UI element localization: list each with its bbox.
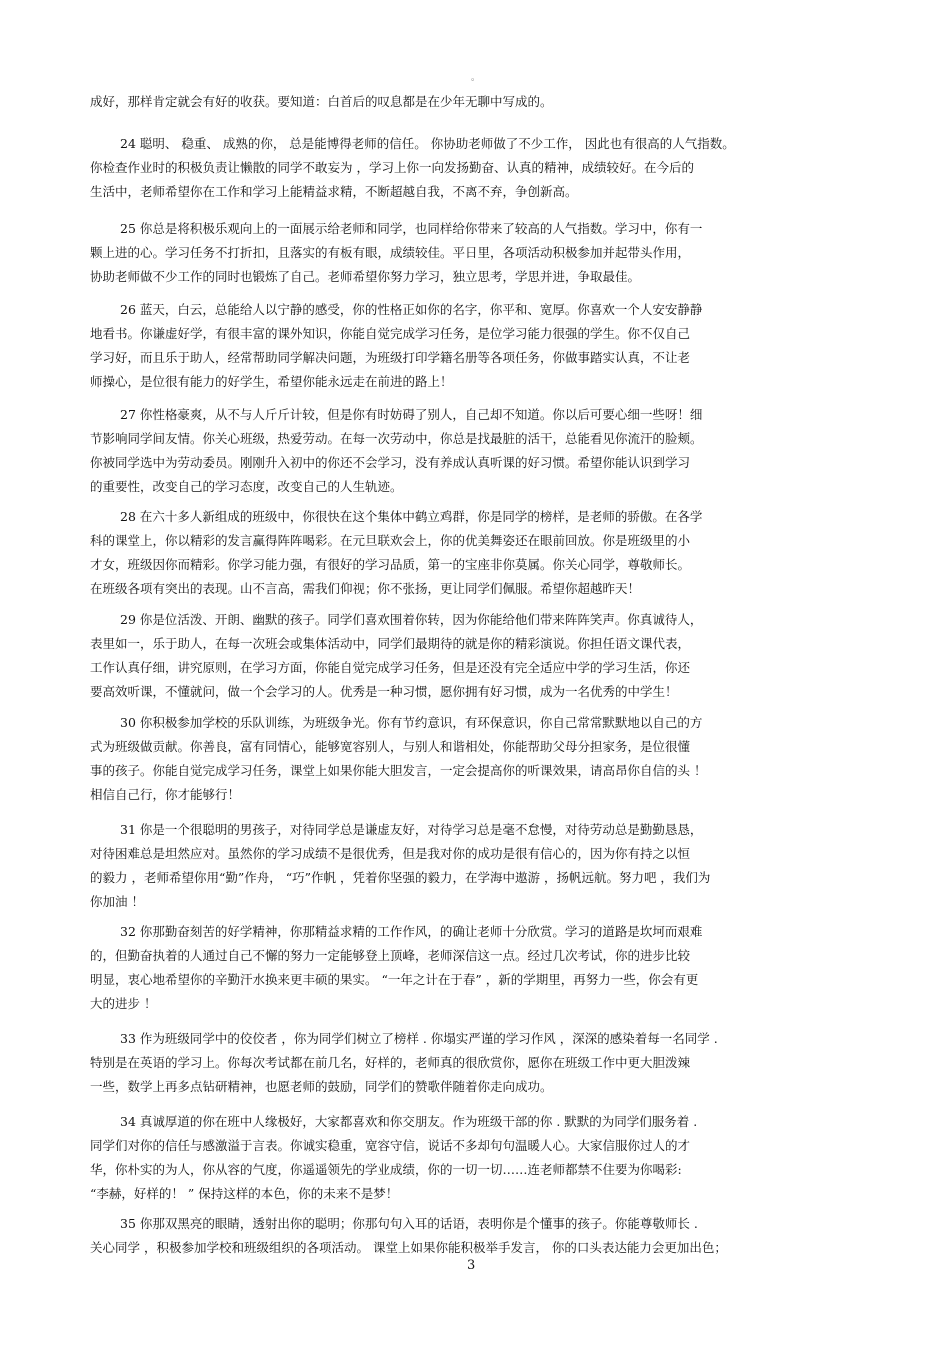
comment-paragraph-29	[90, 608, 890, 704]
text-line: 28 在六十多人新组成的班级中，你很快在这个集体中鹤立鸡群，你是同学的榜样，是老师的骄傲。在各学	[120, 509, 703, 524]
text-line: 要高效听课，不懂就问，做一个会学习的人。优秀是一种习惯，愿你拥有好习惯，成为一名优秀的中学生！	[90, 684, 678, 699]
comment-paragraph-24	[90, 132, 890, 204]
text-line: 科的课堂上，你以精彩的发言赢得阵阵喝彩。在元旦联欢会上，你的优美舞姿还在眼前回放。你是班级里的小	[90, 533, 691, 548]
text-line: 一些，数学上再多点钻研精神，也愿老师的鼓励，同学们的赞歌伴随着你走向成功。	[90, 1079, 553, 1094]
text-line: 成好，那样肯定就会有好的收获。要知道：白首后的叹息都是在少年无聊中写成的。	[90, 94, 553, 109]
text-line: 26 蓝天，白云，总能给人以宁静的感受，你的性格正如你的名字，你平和、宽厚。你喜欢一个人安安静静	[120, 302, 703, 317]
text-line: 29 你是位活泼、开朗、幽默的孩子。同学们喜欢围着你转，因为你能给他们带来阵阵笑声。你真诚待人，	[120, 612, 703, 627]
comment-paragraph-32	[90, 920, 890, 1016]
text-line: 表里如一，乐于助人，在每一次班会或集体活动中，同学们最期待的就是你的精彩演说。你担任语文课代表，	[90, 636, 691, 651]
text-line: 关心同学 ，积极参加学校和班级组织的各项活动。 课堂上如果你能积极举手发言， 你的口头表达能力会更加出色；	[90, 1240, 727, 1255]
text-line: 34 真诚厚道的你在班中人缘极好，大家都喜欢和你交朋友。作为班级干部的你 . 默默的为同学们服务着 .	[120, 1114, 698, 1129]
comment-paragraph-30	[90, 711, 890, 807]
text-line: 事的孩子。你能自觉完成学习任务，课堂上如果你能大胆发言，一定会提高你的听课效果，请高昂你自信的头 ！	[90, 763, 707, 778]
text-line: 工作认真仔细，讲究原则，在学习方面，你能自觉完成学习任务，但是还没有完全适应中学的学习生活，你还	[90, 660, 691, 675]
text-line: 大的进步 ！	[90, 996, 157, 1011]
text-line: 明显，衷心地希望你的辛勤汗水换来更丰硕的果实。 “一年之计在于春” ，新的学期里，再努力一些，你会有更	[90, 972, 699, 987]
comment-paragraph-26	[90, 298, 890, 394]
comment-paragraph-28	[90, 505, 890, 601]
text-line: 对待困难总是坦然应对。虽然你的学习成绩不是很优秀，但是我对你的成功是很有信心的，因为你有持之以恒	[90, 846, 691, 861]
text-line: 式为班级做贡献。你善良，富有同情心，能够宽容别人，与别人和谐相处，你能帮助父母分担家务，是位很懂	[90, 739, 691, 754]
comment-paragraph-34	[90, 1110, 890, 1206]
text-line: 协助老师做不少工作的同时也锻炼了自己。老师希望你努力学习，独立思考，学思并进，争取最佳。	[90, 269, 641, 284]
text-line: 27 你性格豪爽，从不与人斤斤计较，但是你有时妨碍了别人，自己却不知道。你以后可要心细一些呀！细	[120, 407, 703, 422]
text-line: 在班级各项有突出的表现。山不言高，需我们仰视；你不张扬，更让同学们佩服。希望你超越昨天！	[90, 581, 641, 596]
text-line: 华，你朴实的为人，你从容的气度，你遥遥领先的学业成绩，你的一切一切……连老师都禁不住要为你喝彩:	[90, 1162, 682, 1177]
comment-paragraph-31	[90, 818, 890, 914]
comment-paragraph-35	[90, 1212, 890, 1260]
text-line: 32 你那勤奋刻苦的好学精神，你那精益求精的工作作风，的确让老师十分欣赏。学习的道路是坎坷而艰难	[120, 924, 703, 939]
text-line: 相信自己行，你才能够行！	[90, 787, 241, 802]
text-line: 师操心，是位很有能力的好学生，希望你能永远走在前进的路上！	[90, 374, 453, 389]
text-line: 33 作为班级同学中的佼佼者 ，你为同学们树立了榜样 . 你塌实严谨的学习作风 ，深深的感染着每一名同学 .	[120, 1031, 718, 1046]
comment-paragraph-27	[90, 403, 890, 499]
comment-paragraph-25	[90, 217, 890, 289]
text-line: “李赫，好样的！ ” 保持这样的本色，你的未来不是梦！	[90, 1186, 399, 1201]
text-line: 学习好，而且乐于助人，经常帮助同学解决问题，为班级打印学籍名册等各项任务，你做事踏实认真，不让老	[90, 350, 691, 365]
text-line: 才女，班级因你而精彩。你学习能力强，有很好的学习品质，第一的宝座非你莫属。你关心同学，尊敬师长。	[90, 557, 691, 572]
text-line: 你检查作业时的积极负责让懒散的同学不敢妄为 ，学习上你一向发扬勤奋、认真的精神，成绩较好。在今后的	[90, 160, 694, 175]
text-line: 31 你是一个很聪明的男孩子，对待同学总是谦虚友好，对待学习总是毫不怠慢，对待劳动总是勤勤恳恳，	[120, 822, 703, 837]
text-line: 同学们对你的信任与感激溢于言表。你诚实稳重，宽容守信，说话不多却句句温暖人心。大家信服你过人的才	[90, 1138, 691, 1153]
text-line: 颗上进的心。学习任务不打折扣，且落实的有板有眼，成绩较佳。平日里，各项活动积极参加并起带头作用，	[90, 245, 691, 260]
text-line: 你被同学选中为劳动委员。刚刚升入初中的你还不会学习，没有养成认真听课的好习惯。希望你能认识到学习	[90, 455, 691, 470]
text-line: 你加油 ！	[90, 894, 144, 909]
text-line: 25 你总是将积极乐观向上的一面展示给老师和同学，也同样给你带来了较高的人气指数。学习中，你有一	[120, 221, 703, 236]
comment-paragraph-intro	[90, 90, 890, 114]
text-line: 的，但勤奋执着的人通过自己不懈的努力一定能够登上顶峰，老师深信这一点。经过几次考试，你的进步比较	[90, 948, 691, 963]
comment-paragraph-33	[90, 1027, 890, 1099]
text-line: 地看书。你谦虚好学，有很丰富的课外知识，你能自觉完成学习任务，是位学习能力很强的学生。你不仅自己	[90, 326, 691, 341]
text-line: 的毅力 ，老师希望你用“勤”作舟， “巧”作帆 ，凭着你坚强的毅力，在学海中遨游 ，扬帆远航。努力吧 ，我们为	[90, 870, 711, 885]
text-line: 特别是在英语的学习上。你每次考试都在前几名，好样的，老师真的很欣赏你，愿你在班级工作中更大胆泼辣	[90, 1055, 691, 1070]
page-number: 3	[467, 1258, 476, 1273]
text-line: 35 你那双黑亮的眼睛，透射出你的聪明；你那句句入耳的话语，表明你是个懂事的孩子。你能尊敬师长 .	[120, 1216, 698, 1231]
text-line: 24 聪明、 稳重、 成熟的你， 总是能博得老师的信任。 你协助老师做了不少工作， 因此也有很高的人气指数。	[120, 136, 735, 151]
text-line: 节影响同学间友情。你关心班级，热爱劳动。在每一次劳动中，你总是找最脏的活干，总能看见你流汗的脸颊。	[90, 431, 703, 446]
text-line: 30 你积极参加学校的乐队训练，为班级争光。你有节约意识，有环保意识，你自己常常默默地以自己的方	[120, 715, 703, 730]
text-line: 的重要性，改变自己的学习态度，改变自己的人生轨迹。	[90, 479, 403, 494]
header-mark: 。	[471, 73, 481, 83]
text-line: 生活中，老师希望你在工作和学习上能精益求精，不断超越自我，不离不弃，争创新高。	[90, 184, 578, 199]
